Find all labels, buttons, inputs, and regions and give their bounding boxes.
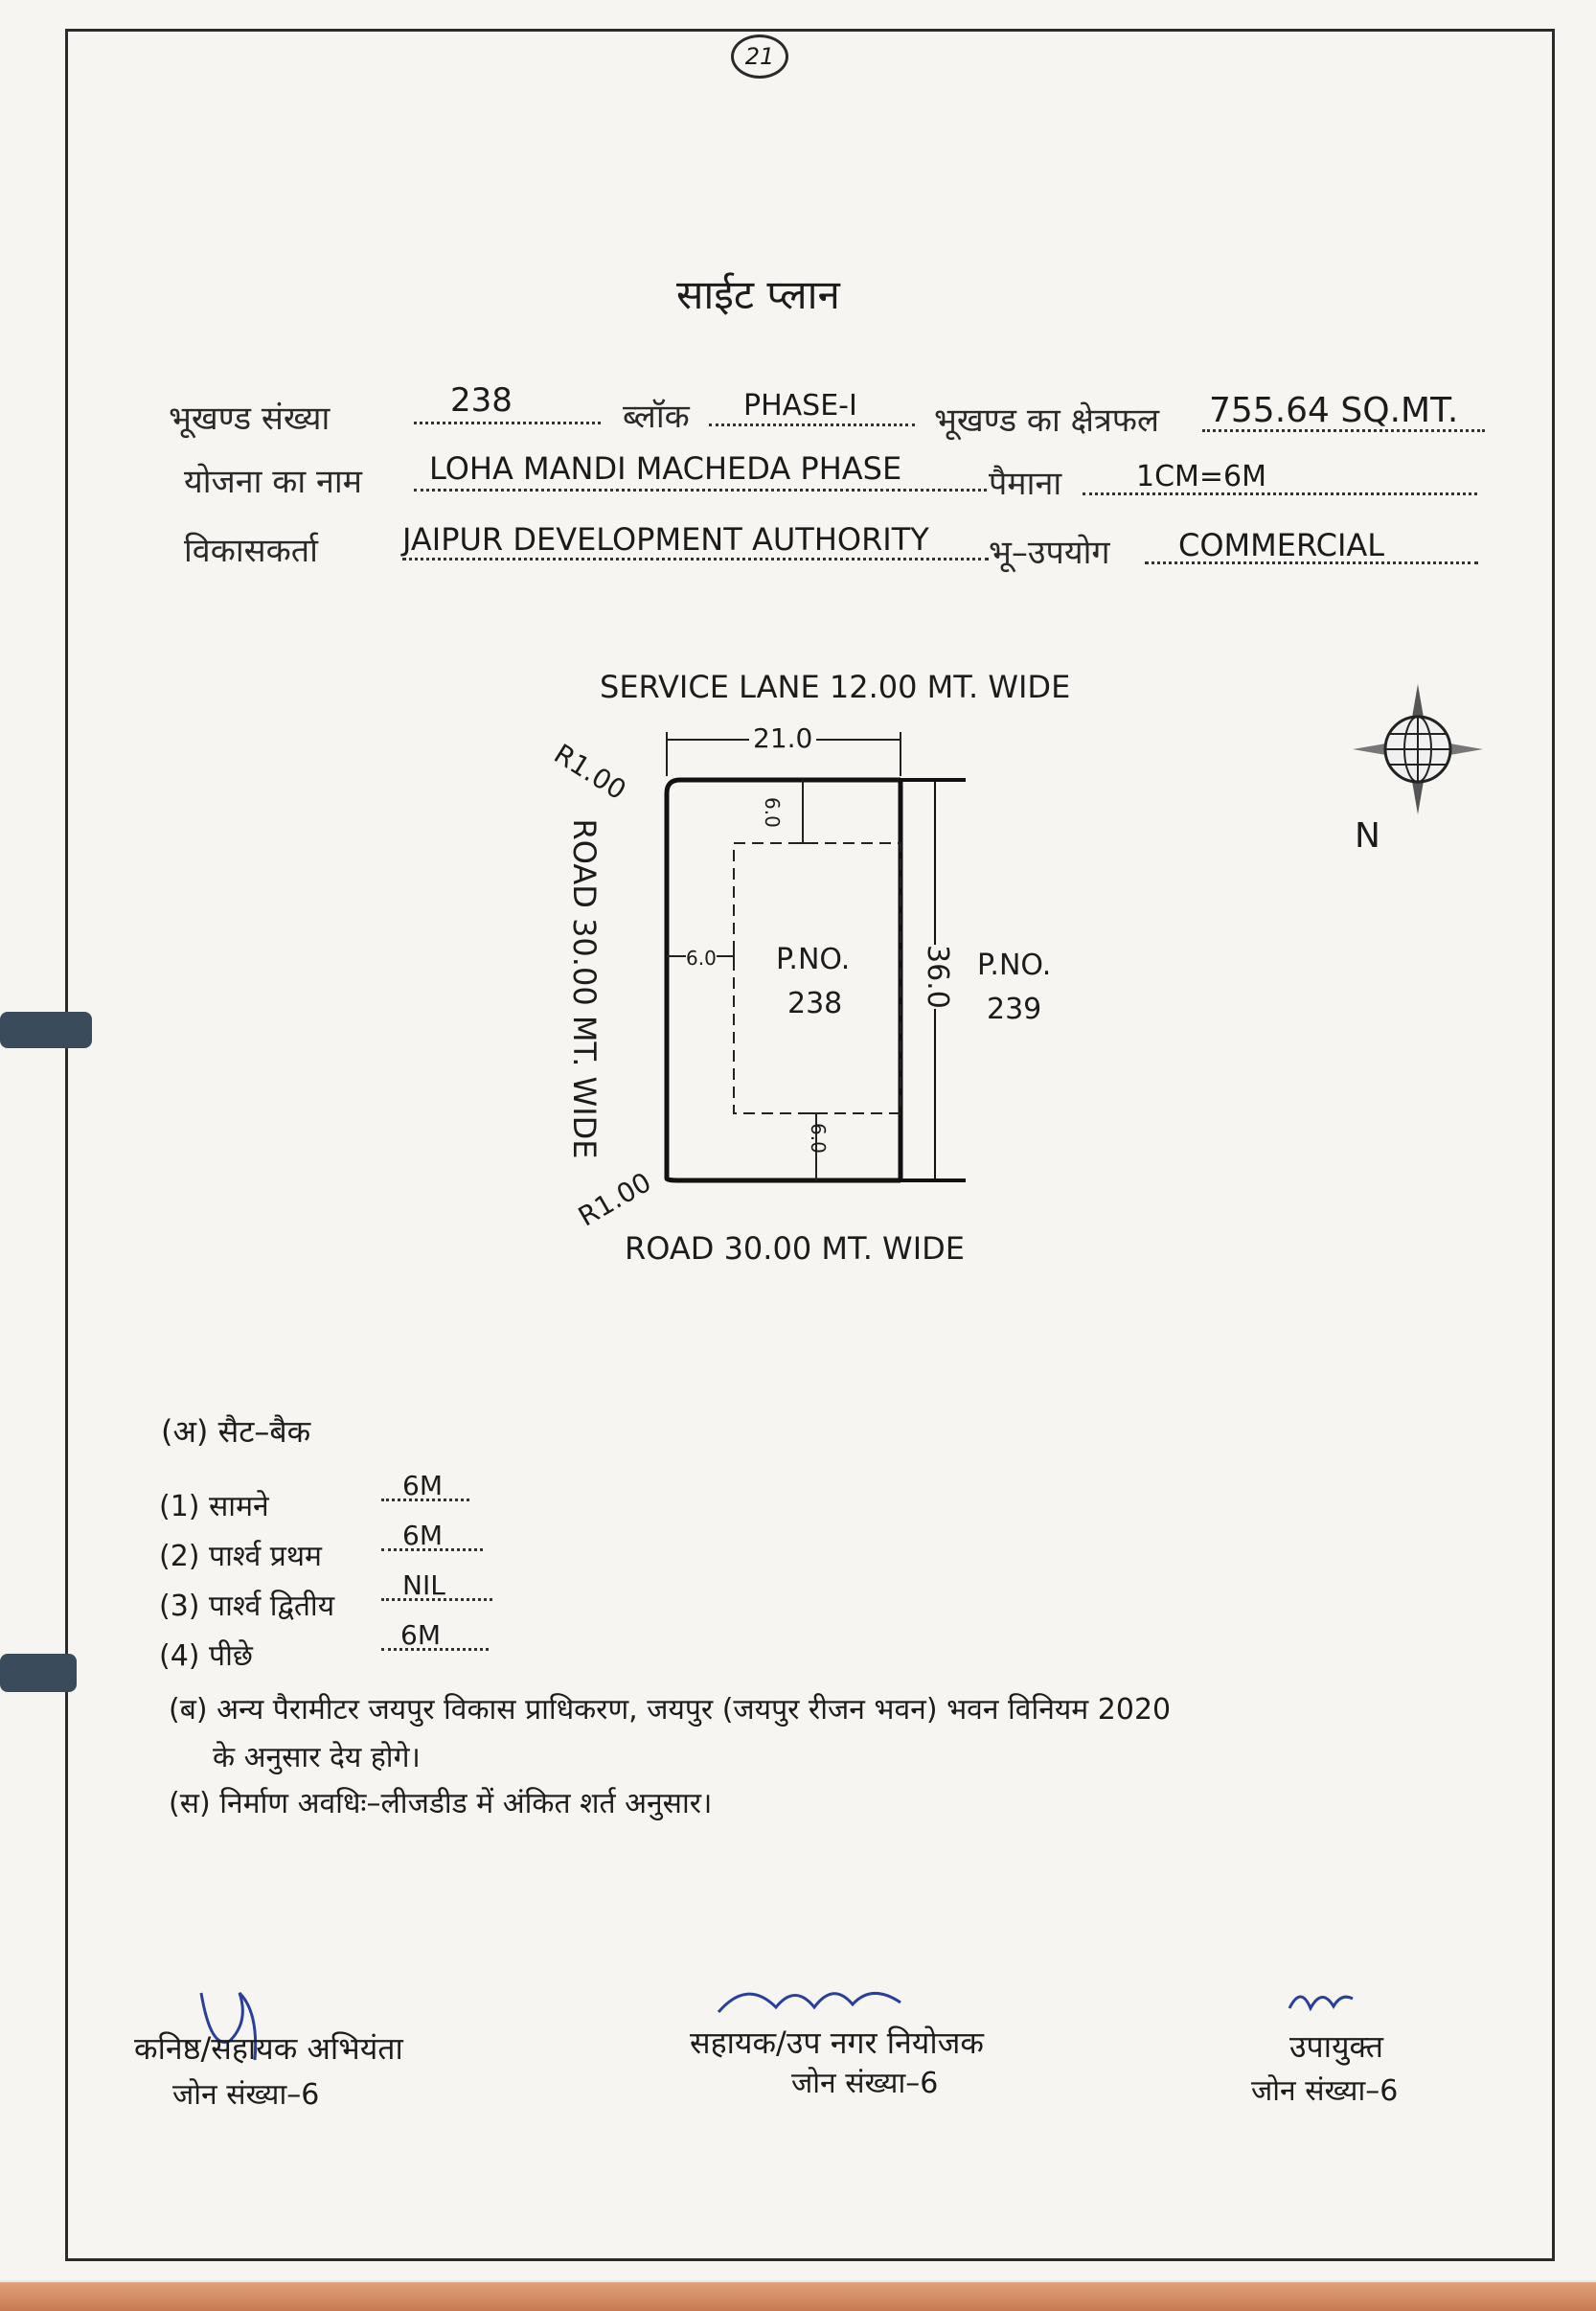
binding-clip-lower [0, 1654, 77, 1692]
signatory-2-zone: जोन संख्या–6 [791, 2067, 939, 2100]
plot-number: 238 [787, 987, 843, 1020]
setback-top-dim: 6.0 [761, 797, 784, 828]
page-number: 21 [731, 34, 788, 79]
width-dimension: 21.0 [749, 722, 816, 754]
setback-heading: (अ) सैट–बैक [161, 1413, 311, 1450]
signature-3-scribble [1284, 1979, 1360, 2027]
depth-dimension: 36.0 [921, 945, 954, 1009]
adjacent-plot-number: 239 [987, 993, 1042, 1026]
setback-side1-label: (2) पार्श्व प्रथम [159, 1540, 322, 1573]
setback-rear-label: (4) पीछे [159, 1639, 253, 1673]
developer-label: विकासकर्ता [184, 532, 318, 570]
left-road-label: ROAD 30.00 MT. WIDE [566, 818, 603, 1159]
plot-no-value: 238 [450, 381, 513, 420]
scheme-label: योजना का नाम [184, 463, 362, 501]
setback-side2-label: (3) पार्श्व द्वितीय [159, 1590, 335, 1623]
setback-side1-value: 6M [402, 1520, 443, 1551]
scale-value: 1CM=6M [1136, 460, 1267, 493]
plot-area-label: भूखण्ड का क्षेत्रफल [934, 401, 1159, 440]
setback-bottom-dim: 6.0 [807, 1123, 830, 1154]
setback-side2-value: NIL [402, 1569, 445, 1601]
plot-area-value: 755.64 SQ.MT. [1209, 391, 1459, 430]
scheme-value: LOHA MANDI MACHEDA PHASE [429, 450, 902, 487]
signatory-2-title: सहायक/उप नगर नियोजक [690, 2025, 984, 2061]
signatory-3-zone: जोन संख्या–6 [1251, 2074, 1399, 2108]
setback-rear-value: 6M [400, 1619, 441, 1651]
plot-label: P.NO. [776, 943, 851, 976]
radius-top-label: R1.00 [548, 738, 632, 807]
setback-front-label: (1) सामने [159, 1490, 269, 1523]
binding-clip-upper [0, 1012, 92, 1048]
land-use-value: COMMERCIAL [1178, 527, 1385, 563]
page-title: साईट प्लान [676, 271, 840, 318]
land-use-label: भू–उपयोग [989, 534, 1110, 572]
radius-bottom-label: R1.00 [573, 1166, 657, 1233]
signatory-1-title: कनिष्ठ/सहायक अभियंता [134, 2030, 403, 2067]
block-value: PHASE-I [743, 389, 857, 423]
block-label: ब्लॉक [623, 398, 690, 436]
signatory-3-title: उपायुक्त [1289, 2028, 1383, 2065]
note-b-line2: के अनुसार देय होगे। [213, 1741, 421, 1774]
signatory-1-zone: जोन संख्या–6 [172, 2078, 320, 2112]
note-b-line1: (ब) अन्य पैरामीटर जयपुर विकास प्राधिकरण, जयपुर (जयपुर रीजन भवन) भवन विनियम 2020 [169, 1693, 1172, 1727]
north-label: N [1355, 816, 1380, 856]
bottom-edge [0, 2282, 1596, 2311]
bottom-road-label: ROAD 30.00 MT. WIDE [625, 1230, 965, 1267]
note-c-line: (स) निर्माण अवधिः–लीजडीड में अंकित शर्त अनुसार। [169, 1787, 713, 1820]
scale-label: पैमाना [989, 465, 1062, 503]
setback-left-dim: 6.0 [686, 947, 717, 970]
top-road-label: SERVICE LANE 12.00 MT. WIDE [600, 669, 1071, 705]
adjacent-plot-label: P.NO. [977, 949, 1052, 982]
developer-value: JAIPUR DEVELOPMENT AUTHORITY [402, 521, 929, 558]
compass-icon [1351, 682, 1485, 816]
setback-front-value: 6M [402, 1470, 443, 1501]
plot-no-label: भूखण्ड संख्या [169, 400, 331, 438]
